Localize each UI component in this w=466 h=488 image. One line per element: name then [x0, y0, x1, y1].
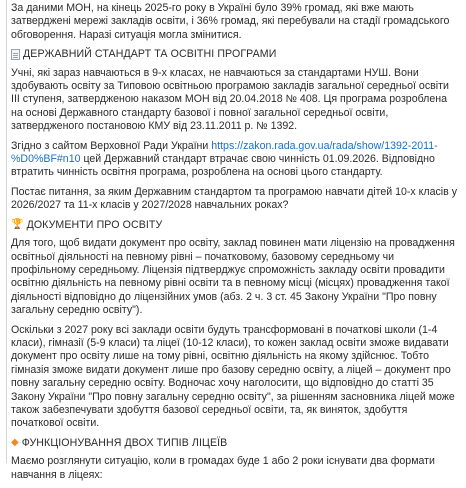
section-heading-standard	[11, 48, 459, 61]
section-heading-documents	[11, 219, 459, 232]
section-title: ДЕРЖАВНИЙ СТАНДАРТ ТА ОСВІТНІ ПРОГРАМИ	[23, 48, 277, 61]
text-fragment: цей Державний стандарт втрачає свою чинність 01.09.2026. Відповідно втратить чинність освітня програма, розроблена на основі цього стандарту.	[11, 153, 435, 179]
section-title: ДОКУМЕНТИ ПРО ОСВІТУ	[26, 218, 163, 231]
section-title: ФУНКЦІОНУВАННЯ ДВОХ ТИПІВ ЛІЦЕЇВ	[21, 436, 228, 449]
section-heading-lyceums	[11, 437, 459, 450]
document-icon	[11, 49, 20, 60]
paragraph-question: Постає питання, за яким Державним стандартом та програмою навчати дітей 10-х класів у 2026/2027 та 11-х класів у 2027/2028 навчальних роках?	[11, 185, 458, 212]
orange-diamond-icon: ◆	[11, 437, 19, 449]
rada-law-link[interactable]: https://zakon.rada.gov.ua/rada/show/1392-2011-%D0%BF#n10	[11, 139, 438, 166]
paragraph-license: Для того, щоб видати документ про освіту, заклад повинен мати ліцензію на провадження освітньої діяльності на певному рівні – початковому, базовому середньому чи профільному середньому. Ліцензія підтверджує спроможність закладу освіти провадити освітню діяльність на певному рівні освіти та в певному місці (місцях) провадження такої діяльності відповідно до ліцензійних умов (абз. 2 ч. 3 ст. 45 Закону України "Про повну загальну середню освіту").	[11, 237, 455, 317]
paragraph-standard-expiry	[11, 140, 459, 180]
paragraph-current-program: Учні, які зараз навчаються в 9-х класах, не навчаються за стандартами НУШ. Вони здобувають освіту за Типовою освітньою програмою закладів загальної середньої освіти ІІІ ступеня, затвердженою наказом МОН від 20.04.2018 № 408. Ця програма розроблена на основі Державного стандарту базової і повної загальної середньої освіти, затвердженого постановою КМУ від 23.11.2011 р. № 1392.	[11, 66, 449, 133]
article-body	[11, 2, 459, 488]
text-fragment: Згідно з сайтом Верховної Ради України	[11, 139, 212, 152]
paragraph-transformation: Оскільки з 2027 року всі заклади освіти будуть трансформовані в початкові школи (1-4 класи), гімназії (5-9 класи) та ліцеї (10-12 класи), то кожен заклад освіти зможе видавати документ про освіту лише на тому рівні, освітню діяльність на якому здійснює. Тобто гімназія зможе видати документ лише про базову середню освіту, а ліцей – документ про повну загальну середню освіту. Водночас хочу наголосити, що відповідно до статті 35 Закону України "Про повну загальну середню освіту", за рішенням засновника ліцей може також забезпечувати здобуття базової середньої освіти, та, як виняток, здобуття початкової освіти.	[11, 323, 455, 430]
trophy-icon: 🏆	[11, 219, 24, 231]
paragraph-network-stats: За даними МОН, на кінець 2025-го року в Україні було 39% громад, які вже мають затверджені мережі закладів освіти, і 36% громад, які перебували на стадії громадського обговорення. Наразі ситуація могла змінитися.	[11, 2, 450, 41]
paragraph-two-formats: Маємо розглянути ситуацію, коли в громадах буде 1 або 2 роки існувати два формати навчання в ліцеях:	[11, 455, 435, 481]
content-left-border	[6, 0, 7, 463]
